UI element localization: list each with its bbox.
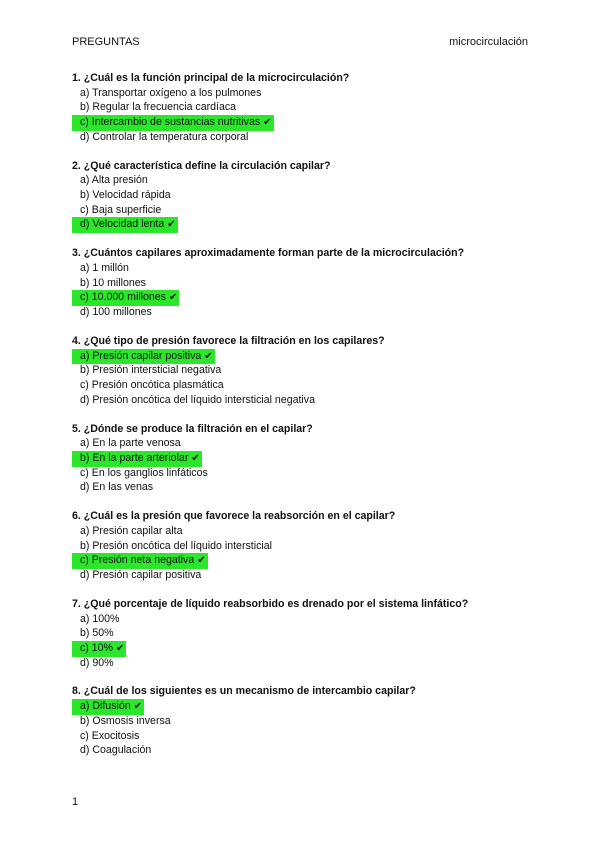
answer-option-label: c) Intercambio de sustancias nutritivas xyxy=(80,116,261,129)
answer-option-text-wrap xyxy=(80,363,223,378)
page-number: 1 xyxy=(72,796,79,808)
correct-answer-option xyxy=(72,553,542,568)
question-block xyxy=(72,71,542,144)
answer-option-label: b) 10 millones xyxy=(80,276,146,289)
answer-option-text-wrap xyxy=(72,699,144,715)
question-block xyxy=(72,334,542,407)
answer-option-label: d) 90% xyxy=(80,656,114,669)
answer-option xyxy=(72,203,542,218)
answer-option-label: a) Presión capilar alta xyxy=(80,524,183,537)
answer-option-label: d) En las venas xyxy=(80,481,154,494)
question-title: 8. ¿Cuál de los siguientes es un mecanismo de intercambio capilar? xyxy=(72,685,416,698)
answer-option xyxy=(72,173,542,188)
answer-option-label: a) Transportar oxígeno a los pulmones xyxy=(80,86,262,99)
answer-option-text-wrap xyxy=(72,553,208,569)
question-list xyxy=(72,71,542,772)
question-title: 2. ¿Qué característica define la circulación capilar? xyxy=(72,159,331,172)
answer-option xyxy=(72,363,542,378)
check-mark-icon: ✔ xyxy=(167,219,176,231)
correct-answer-option xyxy=(72,290,542,305)
answer-option-text-wrap xyxy=(80,86,263,101)
question-title: 5. ¿Dónde se produce la filtración en el capilar? xyxy=(72,422,313,435)
answer-option-label: b) Presión oncótica del líquido intersticial xyxy=(80,539,272,552)
check-mark-icon: ✔ xyxy=(168,292,178,304)
answer-option xyxy=(72,743,542,758)
answer-option-text-wrap xyxy=(80,656,116,671)
answer-option-text-wrap xyxy=(80,173,150,188)
answer-option-text-wrap xyxy=(80,626,116,641)
answer-option-label: a) 1 millón xyxy=(80,261,129,274)
correct-answer-option xyxy=(72,699,542,714)
answer-option-text-wrap xyxy=(80,378,226,393)
answer-option-text-wrap xyxy=(80,539,274,554)
answer-option-text-wrap xyxy=(72,115,274,131)
answer-option-text-wrap xyxy=(80,524,184,539)
answer-option-text-wrap xyxy=(80,612,121,627)
check-mark-icon: ✔ xyxy=(204,350,213,362)
answer-option-text-wrap xyxy=(80,261,131,276)
answer-option-text-wrap xyxy=(80,743,153,758)
check-mark-icon: ✔ xyxy=(263,117,272,129)
answer-option xyxy=(72,714,542,729)
question-title: 4. ¿Qué tipo de presión favorece la filtración en los capilares? xyxy=(72,334,385,347)
answer-option-text-wrap xyxy=(80,188,173,203)
answer-option-label: c) Baja superficie xyxy=(80,203,162,216)
answer-option-label: a) Difusión xyxy=(80,700,131,713)
check-mark-icon: ✔ xyxy=(133,701,143,713)
answer-option xyxy=(72,568,542,583)
correct-answer-option xyxy=(72,349,542,364)
answer-option-label: d) Coagulación xyxy=(80,744,152,757)
header-topic: microcirculación xyxy=(449,36,528,48)
answer-option-text-wrap xyxy=(80,466,210,481)
answer-option xyxy=(72,261,542,276)
question-title: 3. ¿Cuántos capilares aproximadamente forman parte de la microcirculación? xyxy=(72,247,465,260)
answer-option-label: a) Alta presión xyxy=(80,174,148,187)
answer-option-label: b) Regular la frecuencia cardíaca xyxy=(80,101,237,114)
correct-answer-option xyxy=(72,451,542,466)
answer-option xyxy=(72,393,542,408)
answer-option xyxy=(72,539,542,554)
answer-option-text-wrap xyxy=(80,100,238,115)
answer-option xyxy=(72,480,542,495)
answer-option-label: d) Presión oncótica del líquido intersticial negativa xyxy=(80,393,315,406)
answer-option xyxy=(72,188,542,203)
answer-option-text-wrap xyxy=(80,436,183,451)
question-block xyxy=(72,509,542,582)
question-block xyxy=(72,246,542,319)
question-title: 6. ¿Cuál es la presión que favorece la reabsorción en el capilar? xyxy=(72,510,396,523)
answer-option-label: c) 10.000 millones xyxy=(80,291,166,304)
answer-option-text-wrap xyxy=(72,349,215,365)
answer-option-label: c) Exocitosis xyxy=(80,729,140,742)
answer-option-text-wrap xyxy=(80,130,250,145)
answer-option-text-wrap xyxy=(80,729,141,744)
correct-answer-option xyxy=(72,115,542,130)
answer-option-text-wrap xyxy=(72,290,179,306)
question-title: 1. ¿Cuál es la función principal de la microcirculación? xyxy=(72,72,350,84)
answer-option-text-wrap xyxy=(80,480,155,495)
answer-option-text-wrap xyxy=(80,276,148,291)
correct-answer-option xyxy=(72,217,542,232)
answer-option-text-wrap xyxy=(80,305,154,320)
correct-answer-option xyxy=(72,641,542,656)
answer-option xyxy=(72,378,542,393)
answer-option xyxy=(72,305,542,320)
question-title: 7. ¿Qué porcentaje de líquido reabsorbido es drenado por el sistema linfático? xyxy=(72,597,469,610)
answer-option-label: d) Presión capilar positiva xyxy=(80,568,202,581)
answer-option xyxy=(72,436,542,451)
answer-option-text-wrap xyxy=(80,393,317,408)
answer-option-label: d) Controlar la temperatura corporal xyxy=(80,130,249,143)
check-mark-icon: ✔ xyxy=(197,555,206,567)
answer-option-label: a) 100% xyxy=(80,612,120,625)
answer-option xyxy=(72,612,542,627)
answer-option xyxy=(72,100,542,115)
answer-option-label: b) Velocidad rápida xyxy=(80,189,171,202)
answer-option xyxy=(72,466,542,481)
answer-option-label: a) Presión capilar positiva xyxy=(80,349,202,362)
answer-option-label: a) En la parte venosa xyxy=(80,437,181,450)
answer-option-text-wrap xyxy=(80,203,163,218)
answer-option xyxy=(72,656,542,671)
answer-option-label: b) Osmosis inversa xyxy=(80,714,171,727)
answer-option-text-wrap xyxy=(72,217,178,233)
answer-option-text-wrap xyxy=(80,568,203,583)
question-block xyxy=(72,159,542,232)
answer-option xyxy=(72,130,542,145)
question-block xyxy=(72,597,542,670)
answer-option xyxy=(72,524,542,539)
check-mark-icon: ✔ xyxy=(115,642,125,654)
answer-option xyxy=(72,729,542,744)
answer-option-label: c) Presión oncótica plasmática xyxy=(80,379,224,391)
header-title: PREGUNTAS xyxy=(72,36,140,48)
question-block xyxy=(72,684,542,757)
answer-option xyxy=(72,626,542,641)
answer-option-text-wrap xyxy=(72,451,202,467)
answer-option-text-wrap xyxy=(72,641,126,657)
answer-option-label: b) En la parte arteriolar xyxy=(80,451,189,464)
answer-option xyxy=(72,86,542,101)
answer-option-text-wrap xyxy=(80,714,173,729)
question-block xyxy=(72,422,542,495)
answer-option xyxy=(72,276,542,291)
answer-option-label: d) Velocidad lenta xyxy=(80,218,165,231)
answer-option-label: c) 10% xyxy=(80,641,113,654)
check-mark-icon: ✔ xyxy=(191,452,200,464)
answer-option-label: b) Presión intersticial negativa xyxy=(80,364,222,377)
page-header xyxy=(72,36,528,52)
answer-option-label: d) 100 millones xyxy=(80,306,152,319)
answer-option-label: c) Presión neta negativa xyxy=(80,554,195,567)
answer-option-label: c) En los ganglios linfáticos xyxy=(80,466,208,479)
answer-option-label: b) 50% xyxy=(80,627,114,640)
